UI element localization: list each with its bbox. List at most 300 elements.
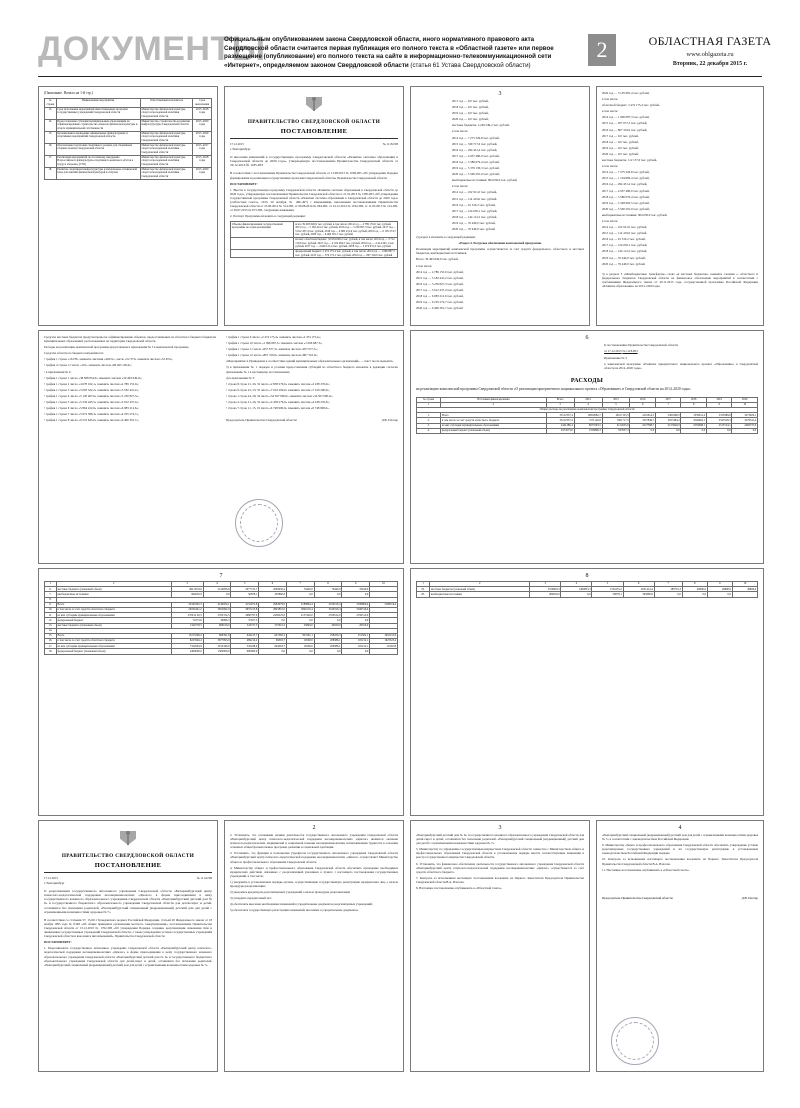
cell: 1 xyxy=(417,582,430,587)
cell: 0,0 xyxy=(654,592,682,597)
amendment-para: • строка 9 строк 22, 23, 35 число «7 616 200,0» заменить числом «7 616 200,0»; xyxy=(226,387,330,392)
decree-resolves: ПОСТАНОВЛЯЕТ: xyxy=(230,181,258,186)
decree-para: «Екатеринбургский детский дом № 6» и государственного казенного образовательного учреждения Свердловской области для детей-сирот и детей, оставшихся без попечения родителей, «Екатеринбургский специальный (коррекционный) детский дом для детей с ограниченными возможностями здоровья № 7». xyxy=(416,833,584,846)
decree-body-para: 2. Паспорт Программы изложить в следующей редакции: xyxy=(230,214,306,219)
cell: 0,0 xyxy=(706,428,731,433)
cell: 3327836,7 xyxy=(630,418,655,423)
funding-line: 2015 год — 114 419,6 тыс. рублей, xyxy=(452,196,498,201)
cell: 10952882,7 xyxy=(574,413,602,418)
cell: 0,0 xyxy=(314,618,342,623)
cell: 345438,0 xyxy=(231,644,259,649)
funding-tail: 3) в разделе 5 «Межбюджетные трансферты» слова «и местных бюджетов» заменить словами «, областного и федерального бюджетов Свердловской области на финансовое обеспечение мероприятий в соответствии с требованиями Федерального закона от 20.11.2013 года, государственной программы Российской Федерации «Развитие образования» на 2013–2020 годы. xyxy=(602,271,758,288)
decree-heading: ПОСТАНОВЛЕНИЕ xyxy=(280,128,348,135)
cell: 2153920,0 xyxy=(655,423,680,428)
cell: 537916,3 xyxy=(259,623,287,628)
decree-body-para: В соответствии с постановлением Правительства Свердловской области от 13.08.2013 № 1009-ПП «Об утверждении Порядка формирования и реализации государственных программ Свердловской области» Правительство Свердловской области xyxy=(230,171,398,180)
cell: 11. xyxy=(45,613,57,618)
cell xyxy=(231,237,294,249)
appendix-header xyxy=(604,343,758,370)
amendment-para: • строка 8 строк 21, 26, 32 число «2 838 276,0» заменить числом «2 438 276,0»; xyxy=(226,381,330,386)
cell: 660391,8 xyxy=(203,633,231,638)
funding-line: 2019 год — 0,0 тыс. рублей, xyxy=(602,145,639,150)
cell: 0,0 xyxy=(259,649,287,654)
cell: 13. xyxy=(45,107,57,119)
amendment-para: • график 1 строка «16178» заменить числами «26251», число «52 373» заменить числом «52 655»; xyxy=(44,357,173,362)
table-row xyxy=(45,107,212,119)
cell: 16500,0 xyxy=(286,639,314,644)
column-decree-body-2 xyxy=(224,820,404,1072)
cell: 489214,2 xyxy=(231,639,259,644)
cell: 4. xyxy=(417,428,441,433)
cell: 1 xyxy=(417,402,441,407)
paper-identity xyxy=(630,34,790,67)
cell: 10017123,5 xyxy=(602,413,630,418)
cell: 3401968,5 xyxy=(655,413,680,418)
decree-para: 7. Контроль за исполнением настоящего постановления возложить на Первого Заместителя Председателя Правительства Свердловской области В.А. Власова. xyxy=(416,875,584,884)
decree-paragraphs xyxy=(602,833,758,872)
funding-line: 2017 год — 5 612 437,4 тыс. рублей, xyxy=(416,287,464,292)
table-row xyxy=(45,143,212,155)
cell xyxy=(732,592,757,597)
cell: 492158 8,0 xyxy=(171,587,203,592)
funding-line: 2014 год — 7 275 326,8 тыс. рублей, xyxy=(452,135,500,140)
decree-para: 2) уведомить кредиторов реорганизуемых учреждений о начале процедуры реорганизации; xyxy=(230,890,351,895)
cell: 2015–2020 годы xyxy=(193,131,212,143)
cell: 660016,0 xyxy=(203,623,231,628)
funding-line: в том числе: xyxy=(602,97,619,102)
amendment-para: • график 1 строка 7 число «5 974 589,3» заменить числом «6 195 274,7»; xyxy=(44,412,139,417)
cell: 9. xyxy=(45,602,57,607)
cell: Всего xyxy=(441,413,547,418)
amendment-para: • график 4 строка 11 число «110» заменить числом «99 495 149,9»; xyxy=(44,363,132,368)
cell: 49890,0 xyxy=(682,587,707,592)
cell: 56878,1 xyxy=(231,592,259,597)
expenses-table-continued xyxy=(44,581,398,655)
funding-line: 2020 год — 0,0 тыс. рублей; xyxy=(452,117,489,122)
th-row-number: № строки xyxy=(46,99,55,106)
cell: 1691153,0 xyxy=(370,633,398,638)
amendment-para: • строка 7 строк 11, 15, 19 число «6 748 900,0» заменить числом «6 748 900,0». xyxy=(226,406,330,411)
cell: 4 xyxy=(561,582,592,587)
cell: 964650,9 xyxy=(530,592,561,597)
th: № строки xyxy=(417,397,441,402)
cell: федеральный бюджет (плановый объем) xyxy=(56,649,171,654)
cell: 2015–2020 годы xyxy=(193,119,212,131)
cell: 2846116,4 xyxy=(286,607,314,612)
decree-para: 1) уведомить в установленном порядке органы, осуществляющие государственную регистрацию юридических лиц, о начале процедуры реорганизации; xyxy=(230,879,398,889)
cell: 8. xyxy=(45,597,57,602)
funding-line: 2018 год — 0,0 тыс. рублей, xyxy=(602,139,639,144)
cell: 8 xyxy=(314,582,342,587)
cell: 2845810,0 xyxy=(259,607,287,612)
cell: 10 xyxy=(732,582,757,587)
signature-name: Д.В. Паслер xyxy=(741,895,758,900)
cell: 0,0 xyxy=(630,428,655,433)
amendment-para: • график 1 строка 6 число «5 864 222,6» заменить числом «6 083 212,6»; xyxy=(44,406,139,411)
table-row xyxy=(45,649,398,654)
coat-of-arms-icon xyxy=(303,91,325,117)
page-number-badge: 2 xyxy=(588,34,616,66)
official-stamp xyxy=(235,499,283,547)
funding-line: 2017 год — 4 957 480,0 тыс. рублей, xyxy=(452,153,500,158)
decree-body-para: 1. Реорганизовать государственное автономное учреждение Свердловской области «Екатеринбургский центр психолого-педагогической поддержки несовершеннолетних «Диалог» в форме присоединения к нему государственного казенного образовательного учреждения Свердловской области «Екатеринбургский детский дом № 6» и государственного бюджетного образовательного учреждения Свердловской области для детей-сирот и детей, оставшихся без попечения родителей, «Екатеринбургский специальный (коррекционный) детский дом для детей с ограниченными возможностями здоровья № 7». xyxy=(44,946,212,967)
cell: 3325528,3 xyxy=(706,418,731,423)
th: Всего xyxy=(546,397,574,402)
cell: 1192250 xyxy=(370,644,398,649)
funding-line: внебюджетные источники: 904 630,9 тыс. рублей, xyxy=(602,212,668,217)
table-row xyxy=(45,167,212,179)
amendment-para: Средства местных бюджетов предусмотрены на софинансирование объектов, предоставляемых из областного бюджета бюджетам муниципальных образований, расположенных на территории Свердловской области. xyxy=(44,335,216,344)
cell: 7 xyxy=(655,402,680,407)
cell: из них субсидии муниципальным образованиям xyxy=(441,423,547,428)
cell: 3559009,3 xyxy=(530,587,561,592)
continuation-note: (Окончание. Начало на 1-й стр.) xyxy=(44,91,94,95)
amendment-para: • график 1 строка 9 число «2 474 175,4» заменить числом «2 474 175,4»; xyxy=(226,335,321,339)
cell: 208386,1 xyxy=(314,639,342,644)
cell: 0,0 xyxy=(561,592,592,597)
cell: 26550,0 xyxy=(314,623,342,628)
decree-body-para: 1. Внести в государственную программу Свердловской области «Развитие системы образования в Свердловской области до 2020 года», утвержденную постановлением Правительства Свердловской области от 21.10.2013 № 1285-ПП «Об утверждении государственной программы Свердловской области «Развитие системы образования в Свердловской области до 2020 года» («Областная газета», 2013, 29 октября, № 496–497) с изменениями, внесенными постановлениями Правительства Свердловской области от 23.06.2014 № 514-ПП, от 06.08.2014 № 664-ПП, от 24.12.2014 № 1194-ПП, от 11.03.2015 № 154-ПП, от 29.07.2015 № 673-ПП, следующие изменения: xyxy=(230,187,398,213)
cell: 2015–2020 годы xyxy=(193,167,212,179)
cell: Организация и проведение официальных физкультурных и спортивных мероприятий Свердловской области xyxy=(56,131,140,143)
column-decree-1114 xyxy=(38,820,218,1072)
column-appendix-3 xyxy=(410,330,764,564)
cell: 7322993,9 xyxy=(171,644,203,649)
funding-line: 2020 год — 5 500 291,9 тыс. рублей; xyxy=(452,172,500,177)
cell: 20192441,2 xyxy=(171,607,203,612)
appendix-program: к комплексной программе «Развитие приоритетного национального проекта «Образование» в Свердловской области на 2014–2020 годы» xyxy=(604,362,758,371)
funding-line: 2015 год — 957 677,3 тыс. рублей, xyxy=(602,121,648,126)
funding-line: 2014 год — 102 911,0 тыс. рублей, xyxy=(602,225,648,230)
amendment-para: Расходы на реализацию комплексной программы представлены в приложении № 3 к комплексной программе. xyxy=(44,345,190,350)
funding-line: 2016 год — 807 316,0 тыс. рублей, xyxy=(602,127,648,132)
cell: 2031414,4 xyxy=(623,587,654,592)
funding-line: 2020 год — 0,0 тыс. рублей; xyxy=(602,151,639,156)
cell: 4161614,3 xyxy=(630,413,655,418)
funding-line: в том числе: xyxy=(416,263,433,268)
th: 2018 xyxy=(681,397,706,402)
table-row xyxy=(417,592,758,597)
funding-line: 2018 год — 5 586 679,4 тыс. рублей, xyxy=(602,194,650,199)
cell: 4 xyxy=(574,402,602,407)
cell: 17. xyxy=(45,155,57,167)
appendix-title: РАСХОДЫ xyxy=(570,378,604,385)
decree-para: 8. Настоящее постановление опубликовать в «Областной газете». xyxy=(416,886,503,891)
expenses-table-tail xyxy=(416,581,758,598)
funding-line: 2017 год — 124 030,1 тыс. рублей, xyxy=(602,243,648,248)
decree-para: «Екатеринбургский специальный (коррекционный) детский дом для детей с ограниченными возможностями здоровья № 7» в соответствии с законодательством Российской Федерации. xyxy=(602,833,758,842)
funding-line: 2018 год — 5 586 679,4 тыс. рублей, xyxy=(452,159,500,164)
cell: Министерство физической культуры, спорта и молодежной политики Свердловской области xyxy=(140,107,193,119)
paper-site[interactable]: www.oblgazeta.ru xyxy=(686,51,734,58)
cell: 0,0 xyxy=(286,592,314,597)
decree-resolves: ПОСТАНОВЛЯЕТ: xyxy=(44,940,72,945)
cell: 76440,0 xyxy=(314,587,342,592)
funding-line: 2015 год — 1 104 669,4 тыс. рублей, xyxy=(602,176,650,181)
appendix-from-number: № 1118-ПП xyxy=(622,349,638,354)
column-number: 4 xyxy=(678,825,682,831)
th: 2017 xyxy=(655,397,680,402)
th: 2016 xyxy=(630,397,655,402)
funding-line: 2020 год — 6 400 301,7 тыс. рублей xyxy=(416,306,463,311)
cell: 10. xyxy=(45,607,57,612)
funding-line: 2016 год — 294 431,4 тыс. рублей, xyxy=(602,182,648,187)
cell: внебюджетные источники xyxy=(430,592,530,597)
cell: Министерство строительства и развития инфраструктуры Свердловской области xyxy=(140,119,193,131)
cell: 1. xyxy=(417,413,441,418)
government-heading: ПРАВИТЕЛЬСТВО СВЕРДЛОВСКОЙ ОБЛАСТИ xyxy=(247,119,381,125)
decree-para: 4) обеспечить внесение необходимых изменений в учредительные документы реорганизуемых учреждений; xyxy=(230,902,373,907)
masthead xyxy=(0,0,800,78)
cell: 16500,0 xyxy=(286,644,314,649)
column-expenses-continued-7 xyxy=(38,568,404,816)
cell: 15153306,4 xyxy=(171,633,203,638)
cell: 964650,9 xyxy=(171,592,203,597)
funding-line: в том числе: xyxy=(452,129,469,134)
masthead-description-law: (статья 61 Устава Свердловской области) xyxy=(410,61,531,69)
cell: 2077725,7 xyxy=(231,587,259,592)
cell: 0,0 xyxy=(732,428,758,433)
amendment-para: • строка 4 строк 21, 26, 32 число «4 438 276,0» заменить числом «4 438 276,0»; xyxy=(226,400,330,405)
masthead-description xyxy=(224,36,554,70)
decree-para: 6. Установить, что финансовое обеспечение деятельности государственного автономного учреждения Свердловской области «Екатеринбургский центр психолого-педагогической поддержки несовершеннолетних «Диалог» осуществляется за счет средств областного бюджета. xyxy=(416,861,584,874)
cell: 2438225,0 xyxy=(259,613,287,618)
cell: 2356512,0 xyxy=(342,613,370,618)
cell: 644147,7 xyxy=(231,633,259,638)
funding-line: в том числе: xyxy=(452,184,469,189)
cell: 0,0 xyxy=(259,618,287,623)
page-title: ДОКУМЕНТЫ xyxy=(38,30,266,68)
decree-body-para: В соответствии со статьями 57, 15-60.1 Гражданского кодекса Российской Федерации, статьей 26 Федерального закона от 18 ноября 1995 года № 8-ФЗ «Об общих принципах организации местного самоуправления», постановлением Правительства Свердловской области от 15.12.2010 № 1762-ПП «Об утверждении Порядка создания, реорганизации, изменения типа и ликвидации государственных учреждений Свердловской области, а также утверждения уставов государственных учреждений Свердловской области и внесения в них изменений», Правительство Свердловской области xyxy=(44,917,212,939)
th: Источники финансирования xyxy=(441,397,547,402)
cell: 2680797,0 xyxy=(231,613,259,618)
column-expenses-continued-8 xyxy=(410,568,764,816)
amendment-para: • график 1 строка 12 число «807 316,0» заменить числом «807 316,0»; xyxy=(226,353,318,358)
cell: Реализация мероприятий по поэтапному внедрению Всероссийского физкультурно-спортивного комплекса «Готов к труду и обороне» (ГТО) xyxy=(56,155,140,167)
column-decree-body-3 xyxy=(410,820,590,1072)
cell: Обеспечение подготовки спортивного резерва для спортивных сборных команд Свердловской области xyxy=(56,143,140,155)
column-decree-1118 xyxy=(224,86,404,326)
cell: 7 xyxy=(654,582,682,587)
cell: 18. xyxy=(45,649,57,654)
cell: Общие расходы на реализацию комплексной программы Свердловской области xyxy=(417,407,758,412)
th: 2020 xyxy=(732,397,758,402)
cell: 3168316,4 xyxy=(370,602,398,607)
cell: 69363,7 xyxy=(259,639,287,644)
cell: Срок исполнения мероприятий инвестиционных программ государственных учреждений Свердловской области xyxy=(56,107,140,119)
column-funding-list-4 xyxy=(596,86,764,326)
cell: 56878,1 xyxy=(592,592,623,597)
amendment-para: 3) в приложении № 1 порядок и условия предоставления субсидий из областного бюджета изложить в редакции согласно приложению № 1 к настоящему постановлению; xyxy=(226,365,398,374)
decree-paragraphs xyxy=(230,833,398,913)
cell: 0,0 xyxy=(342,618,370,623)
cell: 3652062,0 xyxy=(203,607,231,612)
decree-date: 17.12.2015 xyxy=(230,142,244,146)
cell: 180791,3 xyxy=(654,587,682,592)
column-amendments xyxy=(38,330,404,564)
cell: 900000,0 xyxy=(231,649,259,654)
cell: 2957484,2 xyxy=(655,418,680,423)
amendment-para: • график 1 строка 2 число «4 678 162,1» заменить числом «4 789 155,0»; xyxy=(44,381,139,386)
cell: 2513724,1 xyxy=(706,423,731,428)
cell: 2015–2018 годы xyxy=(193,107,212,119)
cell: 37637,3 xyxy=(231,618,259,623)
cell: 7601717,5 xyxy=(602,418,630,423)
cell: 6 xyxy=(259,582,287,587)
section-title: «Раздел 4. Ресурсное обеспечение комплексной программы xyxy=(458,241,542,246)
cell: 1556896,3 xyxy=(574,428,602,433)
cell: 0,0 xyxy=(707,592,732,597)
cell: 5 xyxy=(231,582,259,587)
cell: 7. xyxy=(45,592,57,597)
masthead-description-bold: Официальным опубликованием закона Свердловской области, иного нормативного правового акта Свердловской области считается первая публикация его полного текста в «Областной газете» или первое размещение (опубликование) его полного текста на сайте в информационно-телекоммуникационной сети «Интернет», определяемом законом Свердловской области xyxy=(224,36,554,69)
cell: 33132337,4 xyxy=(546,413,574,418)
masthead-divider xyxy=(38,76,762,77)
cell: 2763314,5 xyxy=(203,613,231,618)
funding-line: 2016 год — 91 510,2 тыс. рублей, xyxy=(602,237,646,242)
table-header-row xyxy=(45,99,212,108)
cell: 5 xyxy=(592,582,623,587)
paper-name: ОБЛАСТНАЯ ГАЗЕТА xyxy=(648,34,772,48)
funding-lines xyxy=(416,99,584,231)
funding-line: 2016 год — 294 431,4 тыс. рублей, xyxy=(452,147,498,152)
cell: 3160316,4 xyxy=(342,607,370,612)
cell: местные бюджеты (плановый объем) xyxy=(430,587,530,592)
cell: 2963079,0 xyxy=(259,602,287,607)
cell: 3 xyxy=(546,402,574,407)
signature-name: Д.В. Паслер xyxy=(381,418,398,423)
cell: 3166516,4 xyxy=(314,602,342,607)
cell: 10 xyxy=(732,402,758,407)
cell: 8 xyxy=(681,402,706,407)
cell: 2099956,4 xyxy=(259,587,287,592)
funding-line: 2014 год — 1 096 687,3 тыс. рублей, xyxy=(602,115,650,120)
cell: 1484853,3 xyxy=(561,587,592,592)
appendix-subtitle: на реализацию комплексной программы Свердловской области «О реализации приоритетного национального проекта «Образование» в Свердловской области на 2014–2020 годы» xyxy=(416,387,691,392)
cell: 3335988,6 xyxy=(706,413,731,418)
decree-number: № 1114-ПП xyxy=(196,876,212,880)
cell: 6112655,0 xyxy=(602,423,630,428)
cell: 10 xyxy=(370,582,398,587)
funding-line: 2016 год — 91 510,2 тыс. рублей, xyxy=(452,202,496,207)
cell: 3359811,4 xyxy=(681,413,706,418)
funding-line: внебюджетные источники: 904 630,9 тыс. рублей, xyxy=(452,178,518,183)
cell: 2137420,0 xyxy=(286,613,314,618)
cell: 24341845,3 xyxy=(171,602,203,607)
cell: 2400000,0 xyxy=(171,649,203,654)
funding-line: 2016 год — 5 230 827,3 тыс. рублей, xyxy=(416,281,464,286)
cell: 647382,3 xyxy=(259,633,287,638)
amendment-para: • график 1 строка 11 число «957 677,3» заменить числом «957 677,3»; xyxy=(226,347,318,352)
cell: 2015–2017 годы xyxy=(193,143,212,155)
cell: местные бюджеты (плановый объем) xyxy=(56,623,171,628)
cell: 7271126,8 xyxy=(574,418,602,423)
cell: 0,0 xyxy=(314,592,342,597)
cell: 2015–2018 годы xyxy=(193,155,212,167)
cell: Министерство физической культуры, спорта и молодежной политики Свердловской области xyxy=(140,131,193,143)
cell: Министерство физической культуры, спорта и молодежной политики Свердловской области xyxy=(140,167,193,179)
table-row xyxy=(231,222,398,237)
amendment-para: • график 1 строка 4 число «5 120 467,6» заменить числом «5 230 827,3»; xyxy=(44,393,139,398)
cell: 251502,1 xyxy=(342,633,370,638)
cell: 0,0 xyxy=(342,592,370,597)
cell: 694363,7 xyxy=(259,644,287,649)
cell: 2350512,0 xyxy=(314,613,342,618)
cell: 6. xyxy=(45,587,57,592)
cell: федеральный бюджет (плановый объем) xyxy=(441,428,547,433)
amendment-para: • график 1 строка 5 число «5 434 445,5» заменить числом «5 612 437,4»; xyxy=(44,400,139,405)
decree-para: 11. Настоящее постановление опубликовать в «Областной газете». xyxy=(602,867,690,872)
table-row xyxy=(231,249,398,258)
th-measure: Наименование мероприятия xyxy=(56,99,140,108)
column-number: 2 xyxy=(312,825,316,831)
cell: 0,0 xyxy=(655,428,680,433)
cell: 2559098,1 xyxy=(681,423,706,428)
section-intro: 2) раздел 4 изложить в следующей редакции: xyxy=(416,235,476,240)
cell: 2 xyxy=(441,402,547,407)
funding-line: 2019 год — 76 440,0 тыс. рублей, xyxy=(602,255,646,260)
amendment-para: • график 1 строка 3 число «5 003 322,2» заменить числом «5 182 441,2»; xyxy=(44,387,139,392)
cell: 395860,8 xyxy=(259,592,287,597)
decree-city: г. Екатеринбург xyxy=(44,881,65,886)
cell: 0,0 xyxy=(682,592,707,597)
funding-line: 2015 год — 5 182 441,2 тыс. рублей, xyxy=(416,275,464,280)
cell: 15. xyxy=(45,633,57,638)
cell: 17. xyxy=(45,644,57,649)
cell: 8 xyxy=(682,582,707,587)
appendix-to: К постановлению Правительства Свердловской области xyxy=(604,343,679,347)
funding-line: 2017 год — 4 957 480,0 тыс. рублей, xyxy=(602,188,650,193)
cell: 4152972,8 xyxy=(231,602,259,607)
cell: 3012349,0 xyxy=(203,644,231,649)
section-body: Реализация мероприятий комплексной программы осуществляется за счет средств федерального, областного и местных бюджетов, внебюджетных источников. xyxy=(416,247,584,256)
cell: всего 39 493 649,9 тыс. рублей, в том числе: 2014 год — 4 789 155,0 тыс. рублей, 2015 год — 5 182 441,2 тыс. рублей, 2016 год — 5 230 827,3 тыс. рублей, 2017 год — 5 612 437,4 тыс. рублей, 2018 год — 6 083 212,6 тыс. рублей, 2019 год — 6 195 274,7 тыс. рублей, 2020 год — 6 400 301,7 тыс. рублей xyxy=(295,222,397,237)
amendment-list xyxy=(44,335,398,424)
government-heading: ПРАВИТЕЛЬСТВО СВЕРДЛОВСКОЙ ОБЛАСТИ xyxy=(61,853,195,859)
amendment-para: «Мероприятия 4. Приведение в соответствие зданий муниципальных образовательных организаций» — текст после выделить; xyxy=(226,359,394,364)
cell: 14. xyxy=(45,628,57,633)
decree-para: 3) утвердить передаточный акт; xyxy=(230,896,272,901)
cell: 9 xyxy=(706,402,731,407)
cell: 2 xyxy=(56,582,171,587)
cell: 0,0 xyxy=(286,618,314,623)
cell: 2469737,0 xyxy=(732,423,758,428)
measures-table xyxy=(44,98,212,180)
cell: 2144856,6 xyxy=(203,587,231,592)
funding-line: в том числе: xyxy=(602,218,619,223)
cell: 3637215,8 xyxy=(231,607,259,612)
funding-line: 2017 год — 0,0 тыс. рублей, xyxy=(602,133,639,138)
amendment-para: • график 1 строка 1 число «38 828 854,0» заменить числом «39 493 649,9»; xyxy=(44,375,142,380)
funding-line: Всего: 39 493 649,9 тыс. рублей, xyxy=(416,257,459,262)
cell: в том числе за счет средств областного бюджета xyxy=(441,418,547,423)
decree-para: 4. Министерству общего и профессионального образования Свердловской области обеспечить проведение необходимых юридических действий, связанных с реорганизацией указанных в пункте 1 настоящего постановления государственных учреждений, в том числе: xyxy=(230,865,398,878)
cell: 36896,3 xyxy=(203,618,231,623)
funding-line: 2015 год — 339 717,6 тыс. рублей, xyxy=(452,141,498,146)
th-responsible: Ответственный исполнитель xyxy=(140,99,193,108)
table-row xyxy=(45,119,212,131)
cell: 76440,0 xyxy=(342,587,370,592)
cell: 0,0 xyxy=(681,428,706,433)
cell: из них субсидии муниципальным образованиям xyxy=(56,613,171,618)
cell: 19. xyxy=(417,587,430,592)
amendment-para: • график 1 строка 10 число «1 096 687,3» заменить числом «1 096 687,3»; xyxy=(226,341,323,346)
funding-line: в том числе: xyxy=(602,164,619,169)
cell: 258476,3 xyxy=(314,633,342,638)
cell: 13. xyxy=(45,623,57,628)
cell: 1500000,0 xyxy=(203,649,231,654)
decree-title: О реорганизации государственного автономного учреждения Свердловской области «Екатеринбургский центр психолого-педагогической поддержки несовершеннолетних «Диалог» в форме присоединения к нему государственного казенного образовательного учреждения Свердловской области «Екатеринбургский детский дом № 6» и государственного бюджетного образовательного учреждения Свердловской области для детей-сирот и детей, оставшихся без попечения родителей, «Екатеринбургский специальный (коррекционный) детский дом для детей с ограниченными возможностями здоровья № 7» xyxy=(44,889,212,914)
